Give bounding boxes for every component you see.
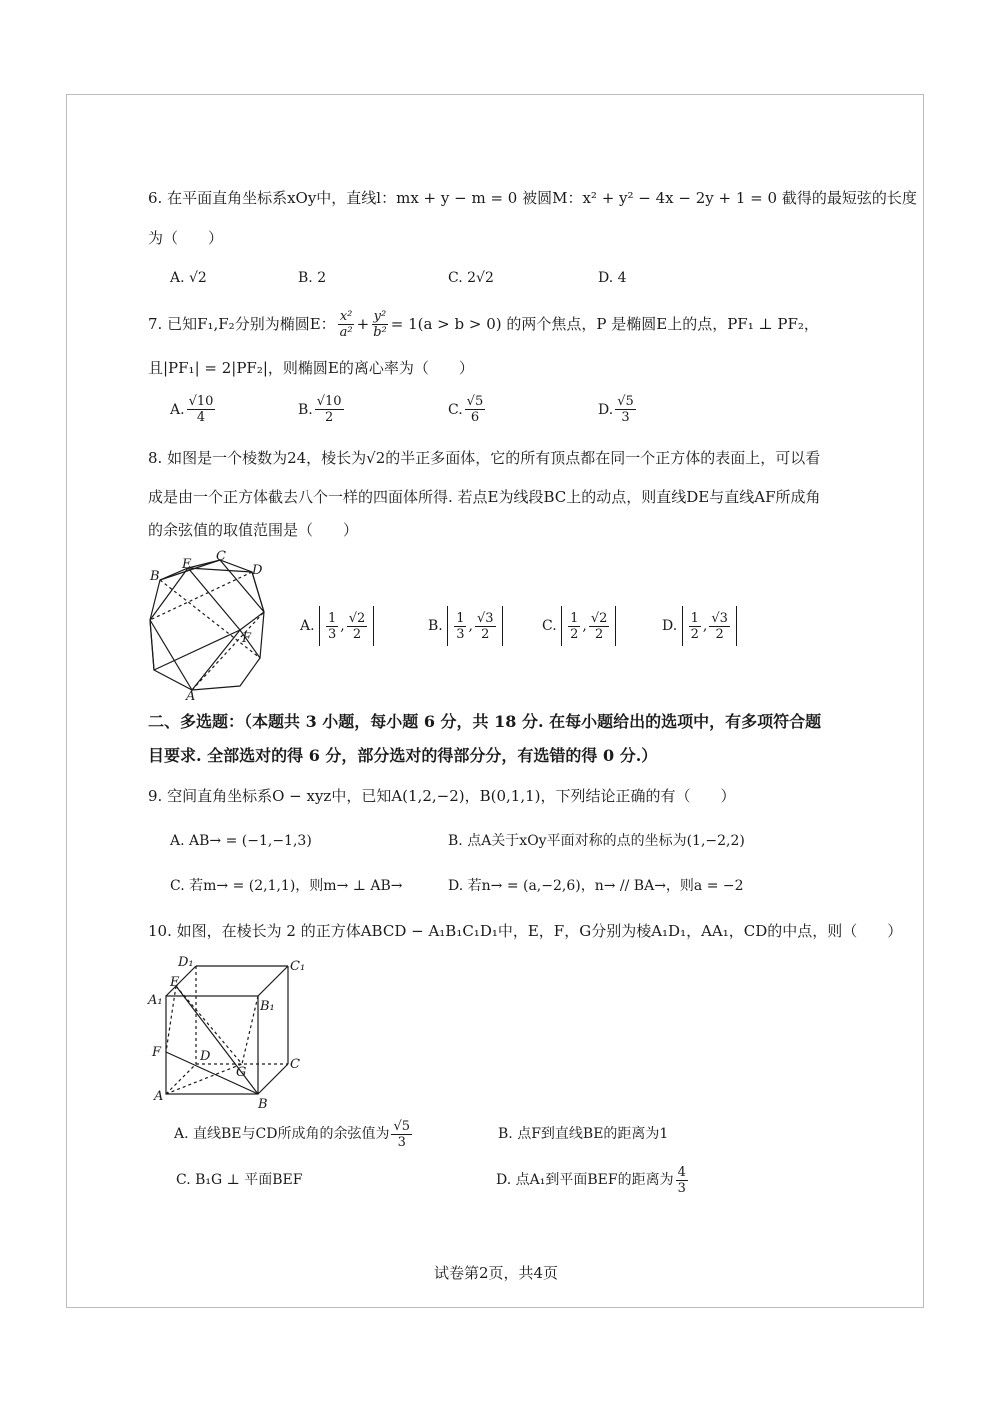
q8-option-a-label: A. bbox=[300, 618, 315, 634]
q7-option-b bbox=[298, 394, 346, 425]
q10-option-a-den: 3 bbox=[397, 1134, 406, 1150]
q10-figure-label-a1: A₁ bbox=[148, 993, 163, 1008]
q7-option-a-num: √10 bbox=[188, 394, 214, 409]
q8-a-n1: 1 bbox=[328, 610, 337, 626]
q10-cube-figure bbox=[146, 952, 312, 1112]
q7-option-a bbox=[170, 394, 217, 425]
q8-stem-line2: 成是由一个正方体截去八个一样的四面体所得. 若点E为线段BC上的动点，则直线DE与直线AF所成角 bbox=[148, 488, 821, 506]
q7-stem-line2: 且|PF₁| = 2|PF₂|，则椭圆E的离心率为（ ） bbox=[148, 359, 474, 377]
q10-figure-label-a: A bbox=[154, 1089, 164, 1104]
q7-stem-suffix: = 1(a > b > 0) 的两个焦点，P 是椭圆E上的点，PF₁ ⊥ PF₂， bbox=[390, 315, 819, 333]
q7-option-c-label: C. bbox=[448, 401, 463, 418]
q8-b-n2: √3 bbox=[476, 610, 494, 626]
q8-option-b: B. $\frac{1}{3}$ , $\frac{√3}{2}$ bbox=[428, 606, 503, 646]
q8-option-a: A. $\frac{1}{3}$ , $\frac{√2}{2}$ bbox=[300, 606, 374, 646]
q7-option-b-den: 2 bbox=[325, 410, 334, 425]
q8-option-d-label: D. bbox=[662, 618, 678, 634]
q8-a-d1: 3 bbox=[328, 626, 337, 642]
q7-option-d-den: 3 bbox=[621, 410, 630, 425]
q9-option-a: A. AB→ = (−1,−1,3) bbox=[170, 833, 312, 849]
q9-option-c: C. 若m→ = (2,1,1)，则m→ ⊥ AB→ bbox=[170, 878, 403, 894]
q10-option-a bbox=[174, 1114, 414, 1154]
q8-c-d2: 2 bbox=[595, 626, 604, 642]
q7-ellipse-x-term bbox=[338, 309, 355, 340]
q7-option-d-label: D. bbox=[598, 401, 614, 418]
q9-option-b: B. 点A关于xOy平面对称的点的坐标为(1,−2,2) bbox=[448, 833, 745, 849]
q7-option-a-den: 4 bbox=[196, 410, 206, 425]
q10-figure-label-d: D bbox=[200, 1049, 211, 1064]
q8-figure-label-b: B bbox=[150, 569, 160, 584]
q8-c-n1: 1 bbox=[570, 610, 579, 626]
q10-figure-label-b1: B₁ bbox=[260, 999, 275, 1014]
q8-d-n1: 1 bbox=[690, 610, 699, 626]
q8-figure-label-f: F bbox=[242, 631, 252, 646]
q10-figure-label-b: B bbox=[258, 1097, 268, 1112]
q8-option-c-label: C. bbox=[542, 618, 557, 634]
q8-figure-label-c: C bbox=[216, 550, 226, 564]
q10-option-d-den: 3 bbox=[677, 1180, 686, 1196]
q7-ellipse-y-den: b² bbox=[373, 324, 387, 340]
q8-option-c: C. $\frac{1}{2}$ , $\frac{√2}{2}$ bbox=[542, 606, 616, 646]
q7-ellipse-y-term bbox=[371, 309, 389, 340]
q8-stem-line3: 的余弦值的取值范围是（ ） bbox=[148, 521, 359, 539]
q8-c-n2: √2 bbox=[590, 610, 608, 626]
q7-ellipse-x-den: a² bbox=[339, 324, 353, 340]
q10-option-a-num: √5 bbox=[393, 1118, 411, 1134]
q6-stem-line1: 6. 在平面直角坐标系xOy中，直线l：mx + y − m = 0 被圆M：x² + y² − 4x − 2y + 1 = 0 截得的最短弦的长度 bbox=[148, 189, 917, 207]
q10-figure-label-c: C bbox=[290, 1057, 300, 1072]
q7-option-d-num: √5 bbox=[617, 394, 634, 409]
q10-option-a-text: A. 直线BE与CD所成角的余弦值为 bbox=[174, 1126, 390, 1142]
q8-d-n2: √3 bbox=[711, 610, 728, 626]
q8-b-d2: 2 bbox=[481, 626, 490, 642]
q8-a-n2: √2 bbox=[348, 610, 366, 626]
q7-stem-line1: 7. 已知F₁,F₂分别为椭圆E： $\frac{\text{x²}}{\text{a²}}$ + $\frac{\text{y²}}{\text{b²}}$ = 1(a > b > 0) 的两个焦点，P 是椭圆E上的点，PF₁ ⊥ PF₂， bbox=[148, 308, 819, 340]
section2-heading-line1: 二、多选题：（本题共 3 小题，每小题 6 分，共 18 分. 在每小题给出的选项中，有多项符合题 bbox=[148, 712, 822, 731]
q6-option-a: A. √2 bbox=[170, 270, 207, 286]
q7-ellipse-y-num: y² bbox=[373, 308, 387, 324]
q9-option-d: D. 若n→ = (a,−2,6)，n→ // BA→，则a = −2 bbox=[448, 878, 744, 894]
q10-figure-label-g: G bbox=[236, 1065, 247, 1080]
q6-option-d: D. 4 bbox=[598, 270, 627, 286]
q8-b-n1: 1 bbox=[456, 610, 465, 626]
q10-option-d bbox=[496, 1160, 690, 1200]
q7-option-b-label: B. bbox=[298, 401, 313, 418]
q7-option-d bbox=[598, 394, 638, 425]
q10-option-d-text: D. 点A₁到平面BEF的距离为 bbox=[496, 1172, 674, 1188]
q6-option-c: C. 2√2 bbox=[448, 270, 494, 286]
q10-figure-label-d1: D₁ bbox=[178, 955, 194, 970]
q9-stem: 9. 空间直角坐标系O − xyz中，已知A(1,2,−2)，B(0,1,1)，下列结论正确的有（ ） bbox=[148, 787, 736, 805]
q8-a-d2: 2 bbox=[352, 626, 362, 642]
q8-option-b-label: B. bbox=[428, 618, 443, 634]
q8-option-d: D. $\frac{1}{2}$ , $\frac{√3}{2}$ bbox=[662, 606, 737, 646]
q10-stem: 10. 如图，在棱长为 2 的正方体ABCD − A₁B₁C₁D₁中，E，F，G分别为棱A₁D₁，AA₁，CD的中点，则（ ） bbox=[148, 922, 903, 940]
q7-option-a-label: A. bbox=[170, 401, 185, 418]
q10-figure-label-e: E bbox=[170, 975, 180, 990]
q8-b-d1: 3 bbox=[456, 626, 465, 642]
q10-option-b: B. 点F到直线BE的距离为1 bbox=[498, 1126, 669, 1142]
q6-stem-line2: 为（ ） bbox=[148, 229, 224, 247]
section2-heading-line2: 目要求. 全部选对的得 6 分，部分选对的得部分分，有选错的得 0 分.） bbox=[148, 746, 658, 765]
q7-ellipse-x-num: x² bbox=[339, 308, 353, 324]
q7-option-c bbox=[448, 394, 487, 425]
page-footer: 试卷第2页，共4页 bbox=[433, 1264, 559, 1282]
q8-figure-label-d: D bbox=[252, 563, 263, 578]
q7-option-c-den: 6 bbox=[470, 410, 480, 425]
q7-stem-prefix: 7. 已知F₁,F₂分别为椭圆E： bbox=[148, 315, 336, 333]
q6-option-b: B. 2 bbox=[298, 270, 327, 286]
q8-polyhedron-figure bbox=[140, 550, 270, 702]
q8-figure-label-a: A bbox=[186, 689, 196, 702]
q10-figure-label-c1: C₁ bbox=[290, 959, 306, 974]
q10-option-d-num: 4 bbox=[677, 1164, 686, 1180]
q10-figure-label-f: F bbox=[152, 1045, 162, 1060]
q8-stem-line1: 8. 如图是一个棱数为24，棱长为√2的半正多面体，它的所有顶点都在同一个正方体的表面上，可以看 bbox=[148, 449, 821, 467]
q8-d-d1: 2 bbox=[690, 626, 699, 642]
q8-figure-label-e: E bbox=[182, 557, 192, 572]
q10-option-c: C. B₁G ⊥ 平面BEF bbox=[176, 1172, 303, 1188]
q7-option-b-num: √10 bbox=[316, 394, 342, 409]
q7-option-c-num: √5 bbox=[466, 394, 484, 409]
q8-d-d2: 2 bbox=[715, 626, 724, 642]
q8-c-d1: 2 bbox=[570, 626, 579, 642]
